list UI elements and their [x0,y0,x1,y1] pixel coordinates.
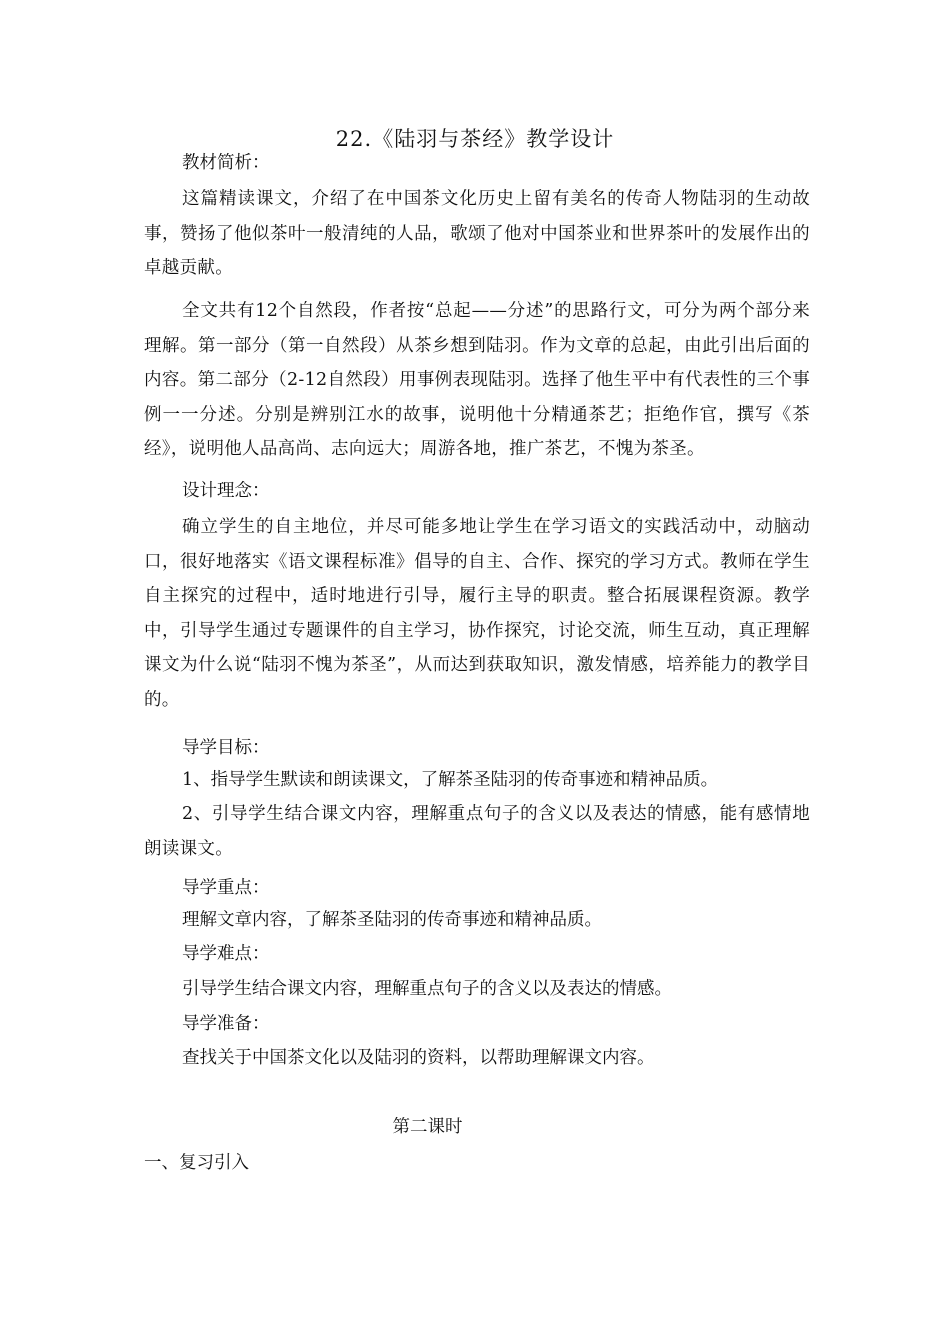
section-heading-review: 一、复习引入 [144,1153,249,1173]
concept-paragraph: 确立学生的自主地位，并尽可能多地让学生在学习语文的实践活动中，动脑动口，很好地落实《语文课程标准》倡导的自主、合作、探究的学习方式。教师在学生自主探究的过程中，适时地进行引导，履行主导的职责。整合拓展课程资源。教学中，引导学生通过专题课件的自主学习，协作探究，讨论交流，师生互动，真正理解课文为什么说“陆羽不愧为茶圣”，从而达到获取知识，激发情感，培养能力的教学目的。 [144,517,810,710]
preparation-heading: 导学准备： [182,1014,270,1034]
key-points-heading: 导学重点： [182,878,270,898]
goal-item-1: 1、指导学生默读和朗读课文，了解茶圣陆羽的传奇事迹和精神品质。 [182,770,719,790]
preparation-text: 查找关于中国茶文化以及陆羽的资料，以帮助理解课文内容。 [182,1048,655,1068]
analysis-paragraph-1: 这篇精读课文，介绍了在中国茶文化历史上留有美名的传奇人物陆羽的生动故事，赞扬了他似茶叶一般清纯的人品，歌颂了他对中国茶业和世界茶叶的发展作出的卓越贡献。 [144,189,810,278]
key-points-text: 理解文章内容，了解茶圣陆羽的传奇事迹和精神品质。 [182,910,602,930]
difficulty-heading: 导学难点： [182,944,270,964]
document-title: 22.《陆羽与茶经》教学设计 [335,127,615,151]
concept-heading: 设计理念： [182,481,270,501]
analysis-paragraph-2: 全文共有12个自然段，作者按“总起——分述”的思路行文，可分为两个部分来理解。第一部分（第一自然段）从茶乡想到陆羽。作为文章的总起，由此引出后面的内容。第二部分（2-12自然段）用事例表现陆羽。选择了他生平中有代表性的三个事例一一分述。分别是辨别江水的故事，说明他十分精通茶艺；拒绝作官，撰写《茶经》，说明他人品高尚、志向远大；周游各地，推广茶艺，不愧为茶圣。 [144,301,810,459]
goal-item-2: 2、引导学生结合课文内容，理解重点句子的含义以及表达的情感，能有感情地朗读课文。 [144,804,810,859]
lesson-title: 第二课时 [392,1117,463,1137]
difficulty-text: 引导学生结合课文内容，理解重点句子的含义以及表达的情感。 [182,979,672,999]
analysis-heading: 教材简析： [182,153,270,173]
goals-heading: 导学目标： [182,738,270,758]
